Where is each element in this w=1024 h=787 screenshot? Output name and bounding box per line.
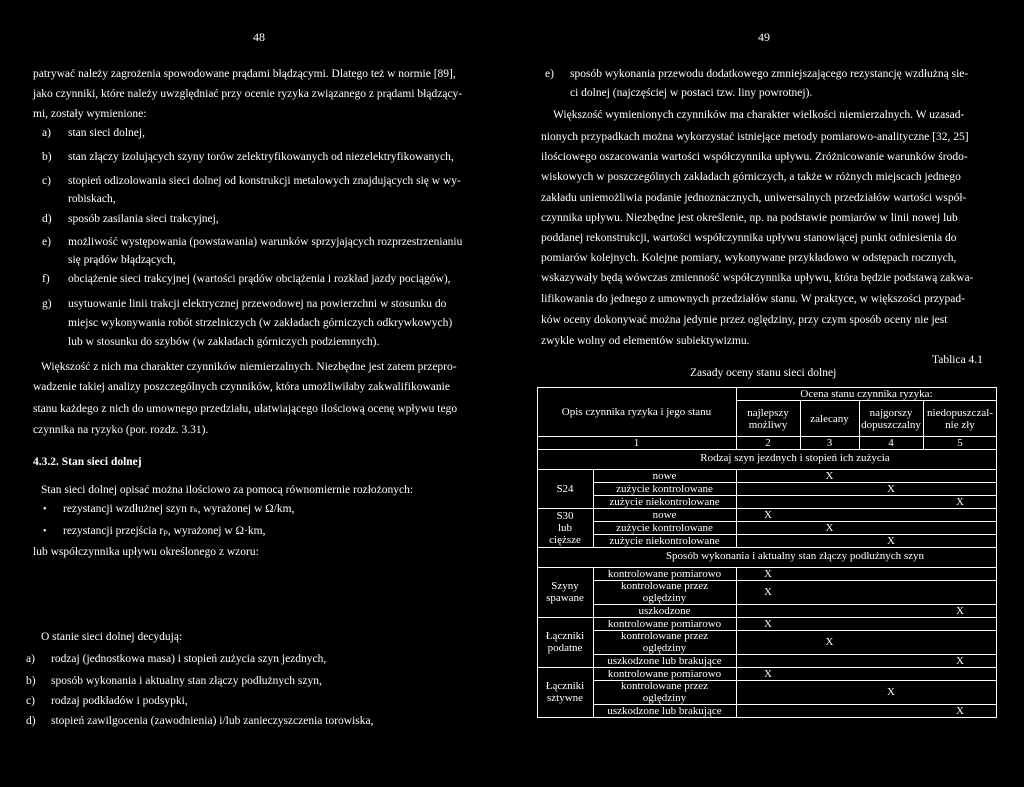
rating-label: niedopuszczal- nie zły xyxy=(927,406,993,431)
x-mark: X xyxy=(887,686,895,698)
x-mark: X xyxy=(956,654,964,667)
table-rule xyxy=(996,617,997,667)
x-mark: X xyxy=(764,617,772,630)
list-item: usytuowanie linii trakcji elektrycznej przewodowej na powierzchni w stosunku do xyxy=(68,298,447,310)
table-rule xyxy=(736,567,737,617)
table-rule xyxy=(537,469,538,508)
paragraph-line: pomiarów kolejnych. Kolejne pomiary, wykonywane przykładowo w odstępach rocznych, xyxy=(541,252,957,264)
column-number: 4 xyxy=(888,437,894,449)
list-marker: f) xyxy=(42,273,50,285)
table-rule xyxy=(996,469,997,508)
table-rule xyxy=(537,617,538,667)
list-marker: b) xyxy=(26,675,36,687)
paragraph-line: zwykle wolny od elementów subiektywizmu. xyxy=(541,335,750,347)
paragraph-line: czynnika upływu. Niezbędne jest określenie, np. na podstawie pomiarów w linii nowej lub xyxy=(541,212,958,224)
x-mark: X xyxy=(887,482,895,495)
x-mark: X xyxy=(825,469,834,482)
paragraph-line: Większość z nich ma charakter czynników niemierzalnych. Niezbędne jest zatem przepro- xyxy=(41,361,457,373)
paragraph-line: zakładu uniemożliwia podanie jednoznacznych, uniwersalnych przedziałów wartości współ- xyxy=(541,192,967,204)
list-marker: g) xyxy=(42,298,52,310)
bullet-item: rezystancji wzdłużnej szyn rₛ, wyrażonej w Ω/km, xyxy=(63,503,295,515)
list-item: rodzaj podkładów i podsypki, xyxy=(51,695,188,707)
rating-label: najgorszy dopuszczalny xyxy=(861,406,921,431)
table-rule xyxy=(537,547,593,548)
paragraph-line: wadzenie takiej analizy poszczególnych czynników, która umożliwiłaby zakwalifikowanie xyxy=(33,381,450,393)
bullet-item: rezystancji przejścia rₚ, wyrażonej w Ω·km, xyxy=(63,525,266,537)
state-label: kontrolowane przez oględziny xyxy=(620,630,709,654)
table-rule xyxy=(996,567,997,617)
table-rule xyxy=(537,667,538,717)
state-label: nowe xyxy=(652,469,677,482)
list-item: możliwość występowania (powstawania) warunków sprzyjających rozprzestrzenianiu xyxy=(68,236,463,248)
state-label: zużycie kontrolowane xyxy=(616,482,713,495)
table-rule xyxy=(537,449,538,469)
paragraph-line: poddanej rekonstrukcji, wartości współczynnika upływu stanowiącej punkt odniesienia do xyxy=(541,232,957,244)
list-item: obciążenie sieci trakcyjnej (wartości prądów obciążenia i rozkład jazdy pociągów), xyxy=(68,273,451,285)
column-number: 2 xyxy=(765,437,771,449)
state-label: zużycie kontrolowane xyxy=(616,521,713,534)
section-heading: 4.3.2. Stan sieci dolnej xyxy=(33,456,142,468)
table-rule xyxy=(537,717,593,718)
table-rule xyxy=(996,508,997,547)
list-item: robiskach, xyxy=(68,193,116,205)
table-rule xyxy=(537,547,538,567)
bullet-icon: • xyxy=(43,526,47,537)
paragraph-line: Większość wymienionych czynników ma charakter wielkości niemierzalnych. W uzasad- xyxy=(553,109,965,121)
table-rule xyxy=(593,567,594,617)
bullet-icon: • xyxy=(43,504,47,515)
column-number: 1 xyxy=(633,437,640,449)
group-label: S30 lub cięższe xyxy=(549,509,581,546)
paragraph-line: nionych przypadkach można wykorzystać istniejące metody pomiarowo-analityczne [32, 25] xyxy=(541,131,969,143)
intro-line: patrywać należy zagrożenia spowodowane prądami błądzącymi. Dlatego też w normie [89], xyxy=(33,68,456,80)
column-header: Opis czynnika ryzyka i jego stanu xyxy=(561,405,712,418)
list-item: sposób zasilania sieci trakcyjnej, xyxy=(68,213,219,225)
table-rule xyxy=(537,449,997,450)
state-label: zużycie niekontrolowane xyxy=(609,495,720,508)
page-number: 48 xyxy=(253,30,265,44)
table-rule xyxy=(537,567,538,617)
state-label: kontrolowane pomiarowo xyxy=(607,567,722,580)
paragraph-line: ków oceny dokonywać można jedynie przez oględziny, przy czym sposób oceny nie jest xyxy=(541,314,948,326)
rating-header: Ocena stanu czynnika ryzyka: xyxy=(800,388,933,400)
table-rule xyxy=(537,508,538,547)
table-rule xyxy=(593,617,594,667)
table-number: Tablica 4.1 xyxy=(932,354,983,366)
list-item: stan sieci dolnej, xyxy=(68,127,145,139)
list-marker: c) xyxy=(26,695,35,707)
list-marker: e) xyxy=(42,236,51,248)
group-label: S24 xyxy=(556,482,574,495)
column-number: 5 xyxy=(957,437,963,449)
state-label: uszkodzone lub brakujące xyxy=(607,654,722,667)
x-mark: X xyxy=(887,534,895,547)
paragraph-line: czynnika na ryzyko (por. rozdz. 3.31). xyxy=(33,424,209,436)
list-item: rodzaj (jednostkowa masa) i stopień zużycia szyn jezdnych, xyxy=(51,653,327,665)
paragraph-line: O stanie sieci dolnej decydują: xyxy=(41,631,183,643)
x-mark: X xyxy=(764,567,772,580)
table-rule xyxy=(593,717,997,718)
table-rule xyxy=(736,469,737,508)
group-label: Szyny spawane xyxy=(546,580,584,604)
x-mark: X xyxy=(764,586,772,598)
x-mark: X xyxy=(764,667,772,680)
state-label: uszkodzone lub brakujące xyxy=(607,704,722,717)
table-rule xyxy=(996,667,997,717)
state-label: nowe xyxy=(652,508,677,521)
state-label: kontrolowane przez oględziny xyxy=(620,680,709,704)
state-label: zużycie niekontrolowane xyxy=(609,534,720,547)
table-rule xyxy=(593,547,997,548)
risk-table xyxy=(537,387,997,742)
x-mark: X xyxy=(764,508,772,521)
list-item: stopień odizolowania sieci dolnej od konstrukcji metalowych znajdujących się w wy- xyxy=(68,175,461,187)
list-item: miejsc wykonywania robót strzelniczych (w zakładach górniczych odkrywkowych) xyxy=(68,317,453,329)
section-intro: Stan sieci dolnej opisać można ilościowo za pomocą równomiernie rozłożonych: xyxy=(41,484,414,496)
table-title: Zasady oceny stanu sieci dolnej xyxy=(690,367,837,379)
x-mark: X xyxy=(956,604,964,617)
x-mark: X xyxy=(825,636,834,648)
list-marker: c) xyxy=(42,175,51,187)
state-label: kontrolowane przez oględziny xyxy=(620,580,709,604)
rating-label: zalecany xyxy=(810,412,849,425)
list-item: lub w stosunku do szybów (w zakładach górniczych podziemnych). xyxy=(68,336,380,348)
intro-line: jako czynniki, które należy uwzględniać przy ocenie ryzyka związanego z prądami błądzący- xyxy=(33,88,463,100)
section-title: Sposób wykonania i aktualny stan złączy podłużnych szyn xyxy=(665,550,925,562)
list-marker: a) xyxy=(26,653,35,665)
table-rule xyxy=(593,508,594,547)
list-marker: d) xyxy=(26,715,36,727)
table-rule xyxy=(593,667,594,717)
list-item: się prądów błądzących, xyxy=(68,254,176,266)
paragraph-line: ilościowego oszacowania wartości współczynnika upływu. Zróżnicowanie warunków środo- xyxy=(541,151,968,163)
group-label: Łączniki podatne xyxy=(545,630,585,654)
list-marker: b) xyxy=(42,151,52,163)
table-rule xyxy=(593,469,594,508)
paragraph-line: wskazywały będą wówczas zmienność współczynnika upływu, która będzie podstawą zakwa- xyxy=(541,272,974,284)
list-marker: e) xyxy=(545,68,554,80)
list-item: ci dolnej (najczęściej w postaci tzw. liny powrotnej). xyxy=(570,87,813,99)
list-marker: a) xyxy=(42,127,51,139)
list-item: stan złączy izolujących szyny torów zelektryfikowanych od niezelektryfikowanych, xyxy=(68,151,454,163)
group-label: Łączniki sztywne xyxy=(545,680,585,704)
list-marker: d) xyxy=(42,213,52,225)
list-item: sposób wykonania i aktualny stan złączy podłużnych szyn, xyxy=(51,675,322,687)
column-number: 3 xyxy=(826,437,833,449)
paragraph-line: wiskowych w poszczególnych zakładach górniczych, a także w różnych miejscach jednego xyxy=(541,171,961,183)
state-label: kontrolowane pomiarowo xyxy=(607,617,722,630)
rating-label: najlepszy możliwy xyxy=(747,406,789,431)
paragraph-line: stanu każdego z nich do umownego przedziału, ułatwiającego ilościową ocenę wpływu tego xyxy=(33,403,458,415)
table-rule xyxy=(736,508,737,547)
state-label: kontrolowane pomiarowo xyxy=(607,667,722,680)
list-item: sposób wykonania przewodu dodatkowego zmniejszającego rezystancję wzdłużną sie- xyxy=(570,68,969,80)
state-label: uszkodzone xyxy=(638,604,691,617)
paragraph-line: lub współczynnika upływu określonego z wzoru: xyxy=(33,546,259,558)
list-item: stopień zawilgocenia (zawodnienia) i/lub zanieczyszczenia torowiska, xyxy=(51,715,374,727)
x-mark: X xyxy=(956,495,964,508)
table-rule xyxy=(736,667,737,717)
x-mark: X xyxy=(825,521,834,534)
section-title: Rodzaj szyn jezdnych i stopień ich zużycia xyxy=(700,452,890,464)
paragraph-line: lifikowania do jednego z umownych przedziałów stanu. W praktyce, w większości przypad- xyxy=(541,293,965,305)
page-number: 49 xyxy=(758,30,770,44)
table-rule xyxy=(736,617,737,667)
intro-line: mi, zostały wymienione: xyxy=(33,108,147,120)
x-mark: X xyxy=(956,704,964,717)
